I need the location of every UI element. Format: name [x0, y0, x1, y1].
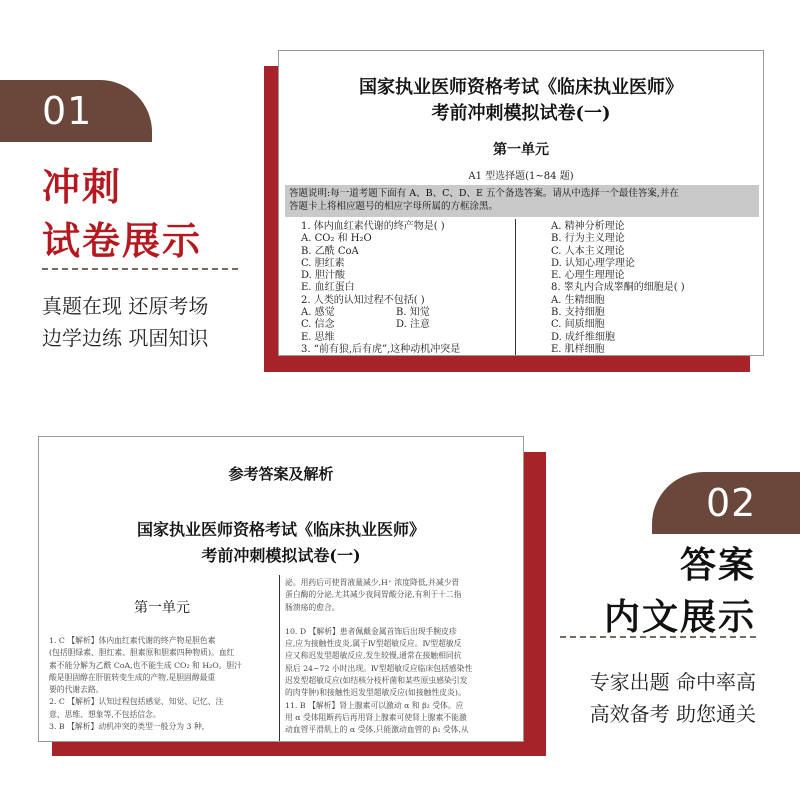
answer-line: 要的代谢去路。: [49, 685, 104, 695]
option-line: C. 人本主义理论: [551, 245, 625, 257]
section-subtitle-02-line-2: 高效备考 助您通关: [589, 702, 756, 726]
section-number-badge-02: [652, 472, 800, 534]
question-line: 1. 体内血红素代谢的终产物是( ): [301, 221, 445, 232]
section-number-02: 02: [706, 481, 757, 525]
answer-line: 应,应为接触性皮炎,属于Ⅳ型超敏反应。Ⅳ型超敏反: [285, 639, 462, 649]
answer-paper-right-column: [285, 577, 521, 737]
question-line: 8. 睾丸内合成睾酮的细胞是( ): [551, 282, 685, 294]
exam-paper-right-column: [551, 221, 685, 356]
answer-text-block: [49, 635, 275, 733]
answer-line: 迟发型超敏反应(如结核分枝杆菌和某些原虫感染引发: [285, 676, 468, 686]
option-line: A. 生精细胞: [551, 294, 605, 306]
option-line: E. 血红蛋白: [301, 282, 355, 294]
section-number-01: 01: [42, 89, 93, 133]
section-subtitle-02: [526, 666, 756, 730]
section-title-02-line-2: 内文展示: [603, 597, 756, 638]
answer-line: 动血管平滑肌上的 α 受体,只能激动血管的 β₂ 受体,从: [285, 725, 469, 735]
option-line: E. 心理生理理论: [551, 270, 625, 282]
answer-line: 酸是胆固醇在肝脏转变生成的产物,是胆固醇最重: [49, 672, 216, 682]
answer-paper-preview: [38, 436, 524, 742]
option-line: B. 知觉: [396, 307, 430, 319]
answer-paper-left-column: [49, 597, 275, 733]
dashed-divider-01: [42, 268, 238, 270]
option-line: D. 注意: [396, 319, 431, 331]
option-line: C. 信念: [301, 319, 335, 331]
answer-paper-heading: 参考答案及解析: [228, 465, 334, 483]
answer-paper-unit: 第一单元: [134, 600, 190, 616]
exam-paper-preview: [278, 50, 764, 356]
option-line: D. 成纤维细胞: [551, 331, 616, 343]
option-line: C. 间质细胞: [551, 319, 605, 331]
answer-line: 1. C 【解析】体内血红素代谢的终产物是胆色素: [49, 636, 216, 645]
exam-paper-left-column: [301, 221, 460, 356]
exam-paper-instructions-line-2: 答题卡上将相应题号的相应字母所属的方框涂黑。: [289, 201, 499, 212]
option-line: C. 胆红素: [301, 257, 345, 269]
exam-paper-title-line-2: 考前冲刺模拟试卷(一): [431, 103, 611, 124]
option-line: A. CO₂ 和 H₂O: [301, 233, 372, 245]
answer-line: 素不能分解为乙酰 CoA,也不能生成 CO₂ 和 H₂O。胆汁: [49, 660, 243, 670]
answer-line: 泌。用药后可使胃液量减少,H⁺ 浓度降低,并减少胃: [285, 578, 460, 587]
exam-paper-question-type: A1 型选择题(1~84 题): [468, 171, 574, 182]
section-subtitle-01: [42, 290, 272, 354]
section-title-01-line-2: 试卷展示: [42, 219, 203, 263]
section-subtitle-01-line-2: 边学边练 巩固知识: [42, 326, 209, 350]
option-line: B. 行为主义理论: [551, 233, 625, 245]
exam-paper-instructions: [285, 185, 759, 217]
answer-line: 应又称迟发型超敏反应,发生较慢,通常在接触相同抗: [285, 651, 462, 661]
question-line: 2. 人类的认知过程不包括( ): [301, 294, 425, 306]
answer-line: 10. D 【解析】患者佩戴金属首饰后出现手腕皮疹: [285, 626, 457, 636]
section-title-02: [556, 540, 756, 644]
answer-line: 11. B 【解析】肾上腺素可以激动 α 和 β₂ 受体。应: [285, 700, 464, 710]
answer-line: 肠溃疡的愈合。: [285, 602, 340, 612]
dashed-divider-02: [560, 636, 756, 638]
option-line: B. 乙酰 CoA: [301, 245, 359, 257]
option-line: B. 支持细胞: [551, 307, 605, 319]
option-row: [301, 307, 460, 319]
option-line: A. 精神分析理论: [551, 221, 625, 232]
section-subtitle-02-line-1: 专家出题 命中率高: [589, 670, 756, 694]
option-line: D. 认知心理学理论: [551, 257, 636, 269]
answer-line: 用 α 受体阻断药后再用肾上腺素可使肾上腺素不能激: [285, 712, 467, 722]
answer-line: 3. B 【解析】动机冲突的类型一般分为 3 种,: [49, 722, 205, 732]
section-title-01-line-1: 冲刺: [42, 165, 123, 209]
option-line: E. 肌样细胞: [551, 343, 605, 355]
option-line: D. 胆汁酸: [301, 270, 346, 282]
answer-paper-title-line-2: 考前冲刺模拟试卷(一): [201, 546, 361, 565]
column-divider: [515, 219, 516, 356]
section-subtitle-01-line-1: 真题在现 还原考场: [42, 294, 209, 318]
exam-paper-unit: 第一单元: [493, 142, 549, 158]
column-divider: [279, 575, 280, 742]
answer-line: 原后 24~72 小时出现。Ⅳ型超敏反应临床包括感染性: [285, 663, 473, 673]
answer-line: 2. C 【解析】认知过程包括感觉、知觉、记忆、注: [49, 697, 224, 707]
exam-paper-title-line-1: 国家执业医师资格考试《临床执业医师》: [359, 77, 683, 98]
answer-line: 的肉芽肿)和接触性迟发型超敏反应(如接触性皮炎)。: [285, 688, 466, 698]
section-title-01: [42, 160, 242, 268]
option-line: A. 感觉: [301, 307, 335, 319]
answer-line: 蛋白酶的分泌,尤其减少夜间胃酸分泌,有利于十二指: [285, 590, 462, 600]
section-title-02-line-1: 答案: [679, 545, 756, 586]
answer-line: 意、思维、想象等,不包括信念。: [49, 709, 161, 719]
answer-paper-title-line-1: 国家执业医师资格考试《临床执业医师》: [136, 520, 425, 539]
option-line: E. 思维: [301, 331, 335, 343]
answer-line: [285, 614, 521, 626]
question-line: 3. “前有狼,后有虎”,这种动机冲突是: [301, 343, 461, 355]
option-row: [301, 319, 460, 331]
exam-paper-instructions-line-1: 答题说明:每一道考题下面有 A、B、C、D、E 五个备选答案。请从中选择一个最佳答案,并在: [289, 188, 679, 199]
answer-line: (包括胆绿素、胆红素、胆素原和胆素四种物质)。血红: [49, 648, 235, 658]
section-number-badge-01: [0, 80, 152, 142]
